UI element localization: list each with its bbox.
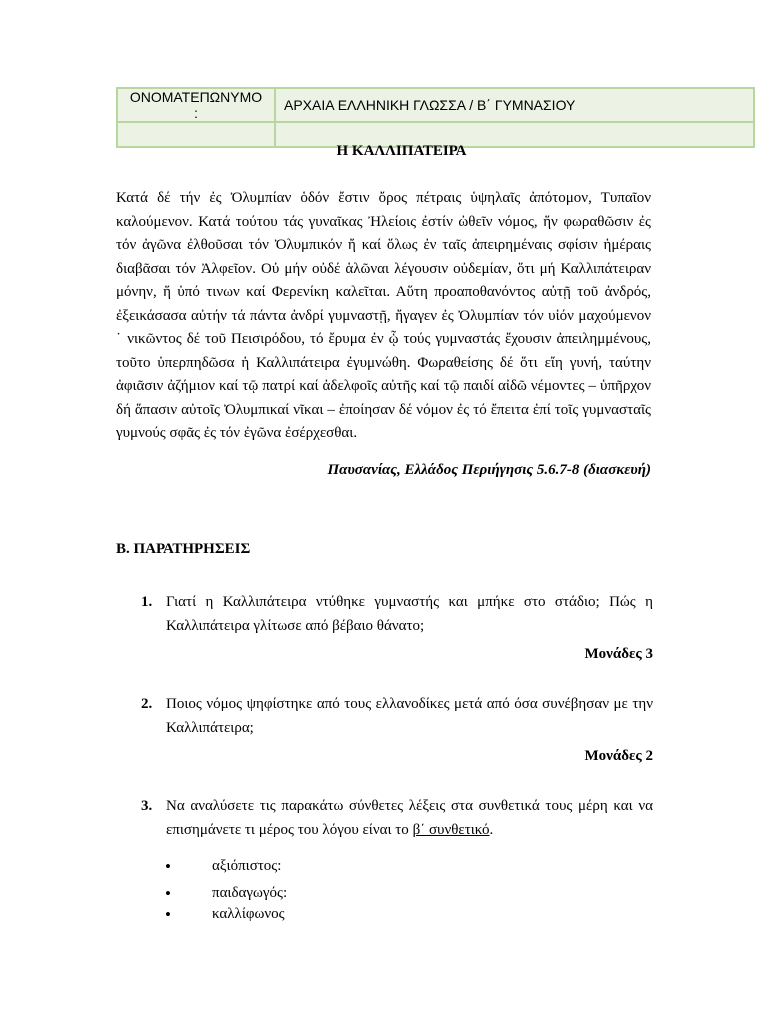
- subject-label: ΑΡΧΑΙΑ ΕΛΛΗΝΙΚΗ ΓΛΩΣΣΑ / Β΄ ΓΥΜΝΑΣΙΟΥ: [275, 88, 754, 122]
- header-table: [116, 87, 755, 148]
- question-3: [116, 794, 653, 842]
- question-points: Μονάδες 2: [584, 748, 653, 764]
- name-label: ΟΝΟΜΑΤΕΠΩΝΥΜΟ :: [117, 88, 275, 122]
- question-text-start: Να αναλύσετε τις παρακάτω σύνθετες λέξεις στα συνθετικά τους μέρη και να επισημάνετε τι μέρος του λόγου είναι το: [166, 798, 653, 838]
- question-text-end: .: [489, 822, 494, 838]
- ancient-text: Κατά δέ τήν ἐς Ὀλυμπίαν ὁδόν ἔστιν ὄρος πέτραις ὑψηλαῖς ἀπότομον, Τυπαῖον καλούμενον. Κατά τούτου τάς γυναῖκας Ἠλείοις ἐστίν ὠθεῖν νόμος, ἥν φωραθῶσιν ἐς τόν ἀγῶνα ἐλθοῦσαι τόν Ὀλυμπικόν ἤ καί ὅλως ἐν ταῖς ἀπειρημέναις σφίσιν ἡμέραις διαβᾶσαι τόν Ἀλφεῖον. Οὐ μήν οὐδέ ἁλῶναι λέγουσιν οὐδεμίαν, ὅτι μή Καλλιπάτειραν μόνην, ἥ ὑπό τινων καί Φερενίκη καλεῖται. Αὕτη προαποθανόντος αὐτῇ τοῦ ἀνδρός, ἐξεικάσασα αὐτήν τά πάντα ἀνδρί γυμναστῇ, ἤγαγεν ἐς Ὀλυμπίαν τόν υἱόν μαχούμενον ˙ νικῶντος δέ τοῦ Πεισιρόδου, τό ἔρυμα ἐν ᾧ τούς γυμναστάς ἔχουσιν ἀπειλημμένους, τοῦτο ὑπερπηδῶσα ἡ Καλλιπάτειρα ἐγυμνώθη. Φωραθείσης δέ ὅτι εἴη γυνή, ταύτην ἀφιᾶσιν ἀζήμιον καί τῷ πατρί καί ἀδελφοῖς αὐτῆς καί τῷ παιδί αἰδῶ νέμοντες – ὑπῆρχον δή ἅπασιν αὐτοῖς Ὀλυμπικαί νῖκαι – ἐποίησαν δέ νόμον ἐς τό ἔπειτα ἐπί τοῖς γυμνασταῖς γυμνούς σφᾶς ἐς τόν ἐγῶνα ἐσέρχεσθαι.: [116, 190, 651, 441]
- list-item: • καλλίφωνος: [165, 904, 287, 925]
- question-2: [116, 692, 653, 768]
- question-number: 2.: [141, 696, 153, 712]
- list-item: • αξιόπιστος:: [165, 856, 287, 877]
- section-title: Β. ΠΑΡΑΤΗΡΗΣΕΙΣ: [116, 541, 251, 557]
- underlined-term: β΄ συνθετικό: [412, 822, 490, 838]
- question-number: 1.: [141, 594, 153, 610]
- question-text: Ποιος νόμος ψηφίστηκε από τους ελλανοδίκες μετά από όσα συνέβησαν με την Καλλιπάτειρα;: [166, 696, 653, 736]
- question-1: [116, 590, 653, 666]
- question-points: Μονάδες 3: [584, 646, 653, 662]
- question-text: [166, 794, 653, 842]
- source-citation: Παυσανίας, Ελλάδος Περιήγησις 5.6.7-8 (διασκευή): [327, 462, 651, 478]
- question-text: Γιατί η Καλλιπάτειρα ντύθηκε γυμναστής και μπήκε στο στάδιο; Πώς η Καλλιπάτειρα γλίτωσε από βέβαιο θάνατο;: [166, 594, 653, 634]
- list-item: • παιδαγωγός:: [165, 883, 287, 904]
- word-list: [165, 856, 287, 925]
- question-number: 3.: [141, 798, 153, 814]
- page-title: Η ΚΑΛΛΙΠΑΤΕΙΡΑ: [336, 143, 467, 159]
